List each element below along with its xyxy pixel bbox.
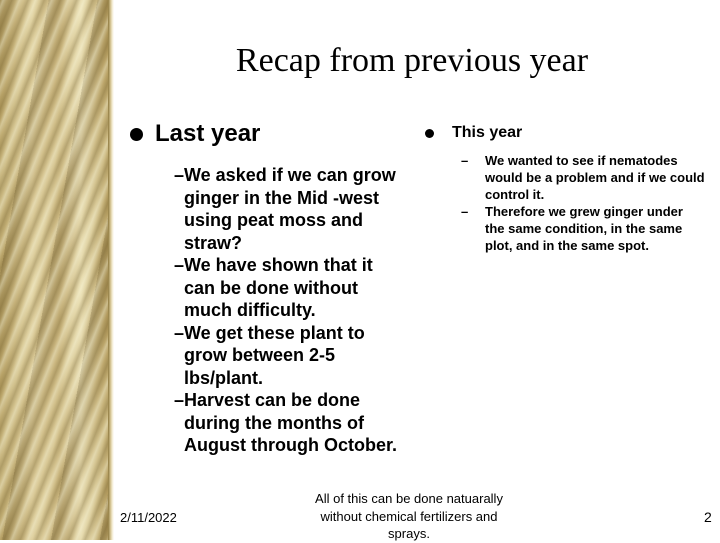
list-item <box>130 254 420 322</box>
list-item <box>425 152 705 203</box>
decorative-gold-sidebar <box>0 0 108 540</box>
footer-note: All of this can be done natuarally without chemical fertilizers and sprays. <box>315 491 503 541</box>
decorative-gold-edge <box>108 0 114 540</box>
page-number: 2 <box>704 509 712 525</box>
dash-icon: – <box>461 204 469 219</box>
list-item-text: Therefore we grew ginger under the same condition, in the same plot, and in the same spot. <box>485 204 683 253</box>
right-column <box>425 124 705 254</box>
dash-icon: – <box>173 322 184 343</box>
list-item-text: Harvest can be done during the months of August through October. <box>184 390 397 455</box>
bullet-dot-icon <box>425 129 434 138</box>
dash-icon: – <box>173 255 184 275</box>
dash-icon: – <box>173 390 184 410</box>
right-heading: This year <box>452 124 523 141</box>
list-item-text: We have shown that it can be done without much difficulty. <box>184 255 373 320</box>
left-heading-row <box>130 120 420 148</box>
left-sub-list <box>130 164 420 457</box>
left-heading: Last year <box>155 120 261 147</box>
slide-title: Recap from previous year <box>235 42 589 79</box>
list-item-text: We asked if we can grow ginger in the Mid -west using peat moss and straw? <box>184 165 396 253</box>
right-sub-list <box>425 152 705 254</box>
dash-icon: – <box>173 165 184 185</box>
bullet-dot-icon <box>130 128 143 141</box>
list-item <box>130 322 420 390</box>
left-column <box>130 120 420 457</box>
dash-icon: – <box>461 153 469 168</box>
right-heading-row <box>425 124 705 142</box>
list-item-text: We wanted to see if nematodes would be a problem and if we could control it. <box>485 153 705 202</box>
list-item <box>425 203 705 254</box>
list-item-text: We get these plant to grow between 2-5 lbs/plant. <box>184 322 365 388</box>
slide-date: 2/11/2022 <box>120 510 177 525</box>
list-item <box>130 164 420 254</box>
list-item <box>130 389 420 457</box>
